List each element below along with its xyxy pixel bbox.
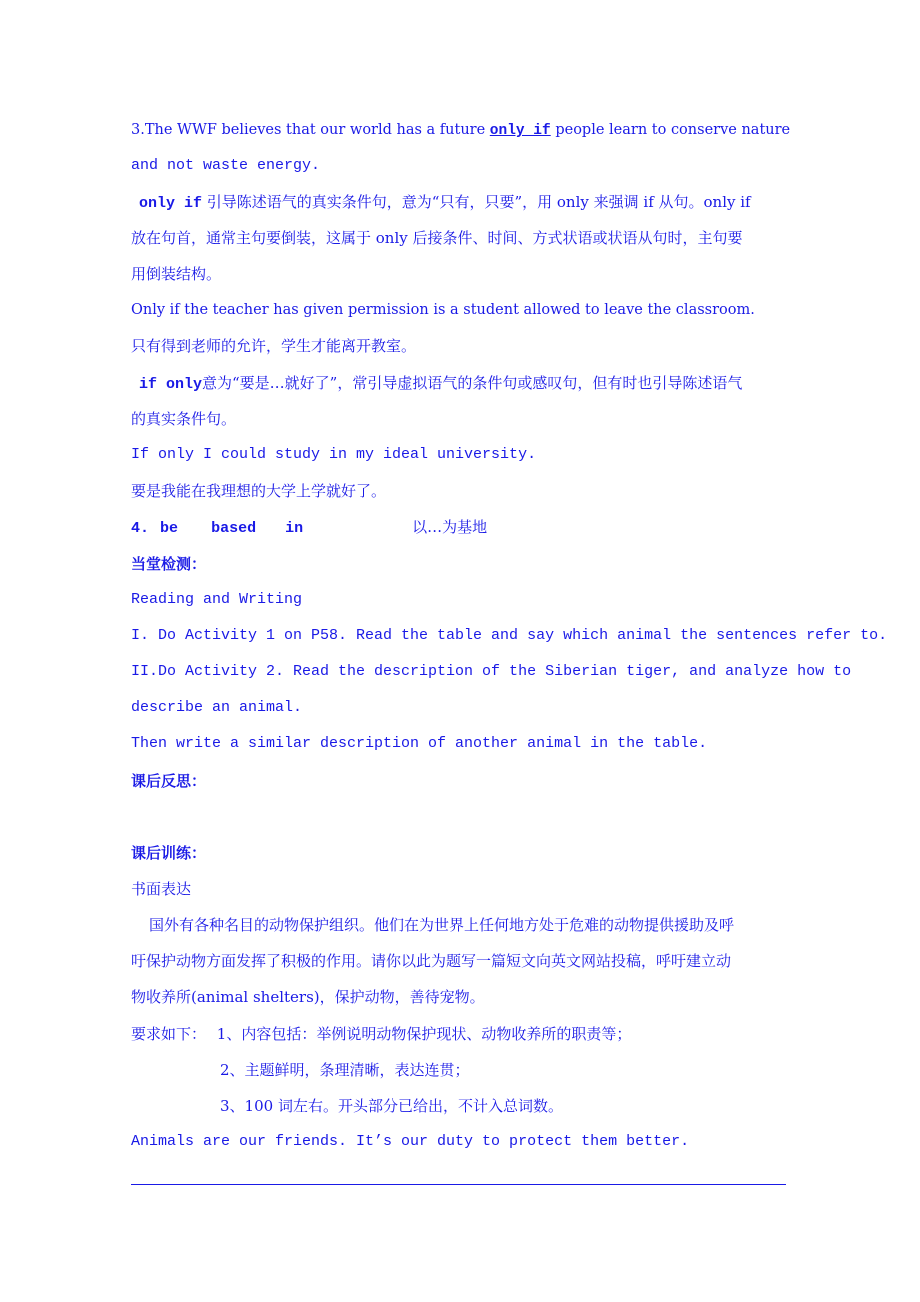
answer-line [131,1184,786,1185]
item3-example2-zh: 要是我能在我理想的大学上学就好了。 [131,482,387,500]
training-subheading: 书面表达 [131,880,192,898]
training-req2: 2、主题鲜明，条理清晰，表达连贯； [220,1061,470,1079]
reflection-heading: 课后反思： [131,772,207,790]
item4-word-based: based [211,520,257,537]
training-opening: Animals are our friends. It’s our duty to protect them better. [131,1133,690,1150]
training-req-label: 要求如下： [131,1025,207,1043]
training-heading: 课后训练： [131,844,207,862]
item3-sentence-line1 [131,120,790,141]
check-section-title: Reading and Writing [131,591,303,608]
item4-number: 4. [131,520,150,537]
training-req3: 3、100 词左右。开头部分已给出，不计入总词数。 [220,1097,563,1115]
item3-keyword-only-if: only if [489,123,551,139]
item3-sentence-line2: and not waste energy. [131,157,321,174]
check-activity2-line1: II.Do Activity 2. Read the description of the Siberian tiger, and analyze how to [131,663,852,680]
item3-sentence-part2: people learn to conserve nature [550,122,791,138]
item4-line [131,517,487,539]
item4-word-be: be [160,520,179,537]
item3-ifonly-keyword: if only [139,376,203,393]
check-activity2-line3: Then write a similar description of another animal in the table. [131,735,708,752]
training-para-line1: 国外有各种名目的动物保护组织。他们在为世界上任何地方处于危难的动物提供援助及呼 [149,916,735,934]
item4-meaning: 以…为基地 [412,518,488,536]
training-req-line1 [131,1024,631,1044]
item3-explain-line3: 用倒装结构。 [131,265,222,283]
training-req1: 1、内容包括：举例说明动物保护现状、动物收养所的职责等； [216,1025,632,1043]
item3-explain-line2: 放在句首，通常主句要倒装，这属于 only 后接条件、时间、方式状语或状语从句时，主句要 [131,229,743,247]
item4-word-in: in [285,520,304,537]
training-para-line2: 吁保护动物方面发挥了积极的作用。请你以此为题写一篇短文向英文网站投稿，呼吁建立动 [131,952,732,970]
check-activity1: I. Do Activity 1 on P58. Read the table and say which animal the sentences refer to. [131,627,888,644]
check-activity2-line2: describe an animal. [131,699,303,716]
item3-explain-line1 [139,192,751,214]
item3-example1-zh: 只有得到老师的允许，学生才能离开教室。 [131,337,417,355]
check-heading: 当堂检测： [131,555,207,573]
item3-explain-keyword: only if [139,195,203,212]
item3-ifonly-line2: 的真实条件句。 [131,410,237,428]
item3-explain-text1: 引导陈述语气的真实条件句，意为“只有，只要”，用 only 来强调 if 从句。only if [206,193,751,211]
item3-ifonly-text1: 意为“要是…就好了”，常引导虚拟语气的条件句或感叹句，但有时也引导陈述语气 [202,374,743,392]
item3-example2-en: If only I could study in my ideal university. [131,446,537,463]
item3-ifonly-line1 [139,373,742,395]
training-para-line3: 物收养所(animal shelters)，保护动物，善待宠物。 [131,988,485,1006]
item3-example1-en: Only if the teacher has given permission is a student allowed to leave the classroom. [131,302,755,318]
item3-sentence-part1: 3.The WWF believes that our world has a future [131,122,490,138]
